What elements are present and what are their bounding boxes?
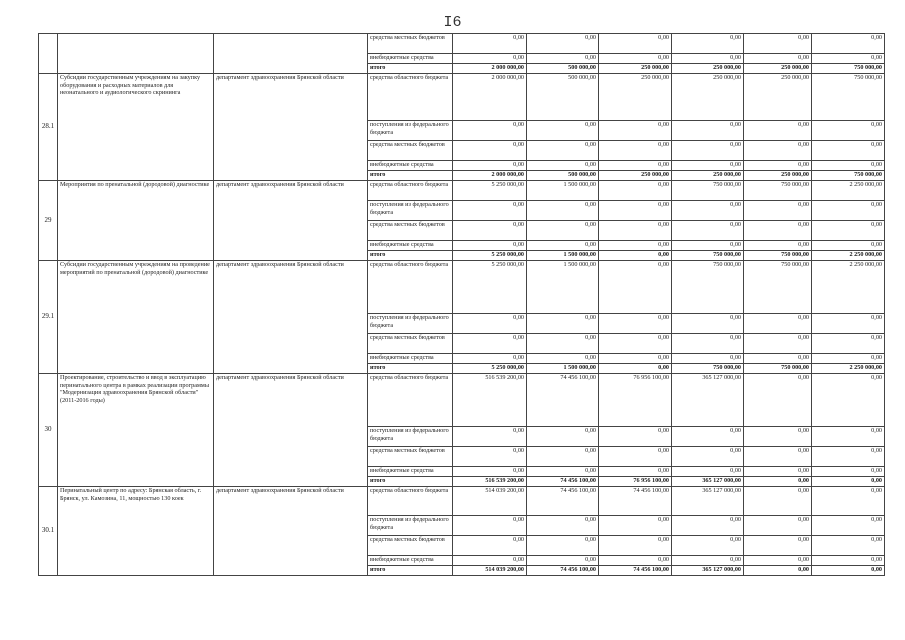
amount-cell: 0,00 (453, 221, 527, 241)
funding-source-cell: средства областного бюджета (368, 374, 453, 427)
amount-cell: 250 000,00 (599, 74, 672, 121)
amount-cell: 250 000,00 (672, 74, 744, 121)
amount-cell: 0,00 (527, 556, 599, 566)
amount-cell: 0,00 (672, 536, 744, 556)
amount-cell: 0,00 (599, 354, 672, 364)
amount-cell: 0,00 (744, 121, 812, 141)
amount-cell: 0,00 (599, 447, 672, 467)
page-number: I6 (443, 14, 462, 31)
amount-cell: 0,00 (744, 241, 812, 251)
funding-source-cell: средства областного бюджета (368, 181, 453, 201)
amount-cell: 0,00 (812, 241, 885, 251)
executor-cell: департамент здравоохранения Брянской области (214, 374, 368, 487)
amount-cell: 0,00 (453, 427, 527, 447)
amount-cell: 0,00 (672, 516, 744, 536)
amount-cell: 0,00 (453, 536, 527, 556)
amount-cell: 0,00 (527, 447, 599, 467)
amount-cell: 514 039 200,00 (453, 566, 527, 576)
amount-cell: 0,00 (812, 427, 885, 447)
amount-cell: 250 000,00 (672, 171, 744, 181)
amount-cell: 0,00 (812, 201, 885, 221)
funding-source-cell: внебюджетные средства (368, 241, 453, 251)
amount-cell: 5 250 000,00 (453, 364, 527, 374)
amount-cell: 0,00 (672, 447, 744, 467)
item-title-cell: Перинатальный центр по адресу: Брянская область, г. Брянск, ул. Камозина, 11, мощностью 130 коек (58, 487, 214, 576)
funding-source-cell: поступления из федерального бюджета (368, 121, 453, 141)
amount-cell: 0,00 (672, 427, 744, 447)
amount-cell: 1 500 000,00 (527, 251, 599, 261)
amount-cell: 750 000,00 (744, 261, 812, 314)
amount-cell: 250 000,00 (744, 64, 812, 74)
amount-cell: 0,00 (599, 251, 672, 261)
executor-cell: департамент здравоохранения Брянской области (214, 181, 368, 261)
amount-cell: 0,00 (744, 447, 812, 467)
amount-cell: 0,00 (527, 427, 599, 447)
funding-source-cell: внебюджетные средства (368, 556, 453, 566)
amount-cell: 750 000,00 (812, 74, 885, 121)
amount-cell: 0,00 (453, 201, 527, 221)
amount-cell: 0,00 (599, 34, 672, 54)
amount-cell: 0,00 (453, 141, 527, 161)
amount-cell: 365 127 000,00 (672, 487, 744, 516)
amount-cell: 0,00 (527, 536, 599, 556)
executor-cell: департамент здравоохранения Брянской области (214, 487, 368, 576)
amount-cell: 0,00 (453, 161, 527, 171)
amount-cell: 0,00 (527, 241, 599, 251)
amount-cell: 0,00 (744, 314, 812, 334)
amount-cell: 1 500 000,00 (527, 181, 599, 201)
amount-cell: 0,00 (672, 556, 744, 566)
amount-cell: 0,00 (744, 201, 812, 221)
funding-source-cell: средства местных бюджетов (368, 221, 453, 241)
amount-cell: 0,00 (812, 54, 885, 64)
amount-cell: 0,00 (453, 556, 527, 566)
item-number-cell: 29 (39, 181, 58, 261)
amount-cell: 0,00 (453, 121, 527, 141)
amount-cell: 0,00 (527, 34, 599, 54)
amount-cell: 750 000,00 (812, 64, 885, 74)
amount-cell: 500 000,00 (527, 64, 599, 74)
item-title-cell: Субсидии государственным учреждениям на закупку оборудования и расходных материалов для неонатального и аудиологического скрининга (58, 74, 214, 181)
funding-source-cell: поступления из федерального бюджета (368, 201, 453, 221)
amount-cell: 0,00 (812, 516, 885, 536)
amount-cell: 0,00 (812, 221, 885, 241)
amount-cell: 0,00 (453, 241, 527, 251)
amount-cell: 0,00 (672, 314, 744, 334)
amount-cell: 0,00 (812, 141, 885, 161)
amount-cell: 0,00 (672, 467, 744, 477)
amount-cell: 0,00 (672, 221, 744, 241)
amount-cell: 0,00 (744, 556, 812, 566)
amount-cell: 0,00 (527, 314, 599, 334)
amount-cell: 0,00 (599, 364, 672, 374)
amount-cell: 0,00 (744, 354, 812, 364)
item-title-cell: Мероприятия по пренатальной (дородовой) диагностике (58, 181, 214, 261)
amount-cell: 0,00 (672, 241, 744, 251)
table-row (39, 261, 885, 314)
amount-cell: 74 456 100,00 (599, 566, 672, 576)
funding-source-cell: средства местных бюджетов (368, 536, 453, 556)
amount-cell: 0,00 (672, 141, 744, 161)
funding-source-cell: средства местных бюджетов (368, 334, 453, 354)
item-title-cell: Субсидии государственным учреждениям на проведение мероприятий по пренатальной (дородовой) диагностике (58, 261, 214, 374)
amount-cell: 0,00 (453, 334, 527, 354)
item-number-cell: 30.1 (39, 487, 58, 576)
amount-cell: 0,00 (812, 314, 885, 334)
amount-cell: 516 539 200,00 (453, 477, 527, 487)
funding-source-cell: итого (368, 477, 453, 487)
amount-cell: 0,00 (599, 181, 672, 201)
amount-cell: 2 250 000,00 (812, 364, 885, 374)
amount-cell: 0,00 (453, 54, 527, 64)
amount-cell: 750 000,00 (672, 251, 744, 261)
amount-cell: 365 127 000,00 (672, 374, 744, 427)
amount-cell: 0,00 (453, 354, 527, 364)
amount-cell: 0,00 (744, 221, 812, 241)
amount-cell: 0,00 (744, 34, 812, 54)
amount-cell: 0,00 (599, 121, 672, 141)
funding-source-cell: поступления из федерального бюджета (368, 516, 453, 536)
amount-cell: 0,00 (599, 241, 672, 251)
funding-source-cell: итого (368, 171, 453, 181)
amount-cell: 74 456 100,00 (599, 487, 672, 516)
amount-cell: 0,00 (812, 354, 885, 364)
amount-cell: 0,00 (453, 314, 527, 334)
amount-cell: 0,00 (812, 374, 885, 427)
amount-cell: 0,00 (744, 536, 812, 556)
amount-cell: 2 250 000,00 (812, 261, 885, 314)
amount-cell: 0,00 (672, 121, 744, 141)
amount-cell: 0,00 (599, 261, 672, 314)
amount-cell: 750 000,00 (812, 171, 885, 181)
amount-cell: 0,00 (599, 54, 672, 64)
amount-cell: 0,00 (453, 447, 527, 467)
amount-cell: 2 250 000,00 (812, 181, 885, 201)
amount-cell: 750 000,00 (744, 181, 812, 201)
table-row (39, 374, 885, 427)
amount-cell: 0,00 (453, 467, 527, 477)
funding-source-cell: внебюджетные средства (368, 161, 453, 171)
amount-cell: 0,00 (599, 427, 672, 447)
amount-cell: 514 039 200,00 (453, 487, 527, 516)
funding-source-cell: итого (368, 64, 453, 74)
amount-cell: 0,00 (527, 121, 599, 141)
funding-source-cell: средства местных бюджетов (368, 34, 453, 54)
funding-source-cell: итого (368, 566, 453, 576)
amount-cell: 74 456 100,00 (527, 374, 599, 427)
amount-cell: 0,00 (744, 487, 812, 516)
amount-cell: 0,00 (812, 121, 885, 141)
amount-cell: 0,00 (527, 201, 599, 221)
amount-cell: 0,00 (744, 54, 812, 64)
amount-cell: 2 000 000,00 (453, 64, 527, 74)
amount-cell: 0,00 (527, 334, 599, 354)
amount-cell: 0,00 (527, 141, 599, 161)
funding-source-cell: поступления из федерального бюджета (368, 314, 453, 334)
amount-cell: 2 000 000,00 (453, 171, 527, 181)
table-row (39, 34, 885, 54)
item-number-cell: 28.1 (39, 74, 58, 181)
amount-cell: 74 456 100,00 (527, 566, 599, 576)
amount-cell: 2 000 000,00 (453, 74, 527, 121)
amount-cell: 0,00 (599, 161, 672, 171)
funding-source-cell: внебюджетные средства (368, 354, 453, 364)
amount-cell: 0,00 (744, 161, 812, 171)
amount-cell: 500 000,00 (527, 74, 599, 121)
amount-cell: 0,00 (527, 54, 599, 64)
table-row (39, 74, 885, 121)
table-row (39, 181, 885, 201)
funding-source-cell: средства областного бюджета (368, 74, 453, 121)
funding-source-cell: средства местных бюджетов (368, 141, 453, 161)
amount-cell: 250 000,00 (744, 74, 812, 121)
amount-cell: 0,00 (599, 334, 672, 354)
amount-cell: 0,00 (812, 566, 885, 576)
table-row (39, 487, 885, 516)
amount-cell: 750 000,00 (672, 261, 744, 314)
amount-cell: 74 456 100,00 (527, 477, 599, 487)
amount-cell: 0,00 (672, 354, 744, 364)
amount-cell: 0,00 (744, 566, 812, 576)
amount-cell: 76 956 100,00 (599, 477, 672, 487)
amount-cell: 74 456 100,00 (527, 487, 599, 516)
amount-cell: 0,00 (812, 556, 885, 566)
amount-cell: 0,00 (744, 427, 812, 447)
amount-cell: 0,00 (599, 467, 672, 477)
amount-cell: 750 000,00 (744, 251, 812, 261)
amount-cell: 1 500 000,00 (527, 364, 599, 374)
amount-cell: 5 250 000,00 (453, 181, 527, 201)
funding-source-cell: итого (368, 251, 453, 261)
funding-source-cell: средства областного бюджета (368, 261, 453, 314)
amount-cell: 0,00 (599, 536, 672, 556)
amount-cell: 0,00 (599, 141, 672, 161)
amount-cell: 250 000,00 (599, 64, 672, 74)
amount-cell: 0,00 (527, 221, 599, 241)
amount-cell: 0,00 (812, 334, 885, 354)
item-title-cell (58, 34, 214, 74)
item-title-cell: Проектирование, строительство и ввод в эксплуатацию перинатального центра в рамках реализации программы "Модернизация здравоохранения Брянской области" (2011-2016 годы) (58, 374, 214, 487)
amount-cell: 0,00 (672, 54, 744, 64)
amount-cell: 0,00 (812, 34, 885, 54)
amount-cell: 750 000,00 (744, 364, 812, 374)
amount-cell: 0,00 (599, 556, 672, 566)
amount-cell: 0,00 (527, 161, 599, 171)
amount-cell: 5 250 000,00 (453, 251, 527, 261)
budget-table (38, 33, 885, 576)
amount-cell: 0,00 (744, 334, 812, 354)
funding-source-cell: средства местных бюджетов (368, 447, 453, 467)
amount-cell: 0,00 (672, 334, 744, 354)
amount-cell: 0,00 (527, 354, 599, 364)
amount-cell: 0,00 (599, 516, 672, 536)
amount-cell: 76 956 100,00 (599, 374, 672, 427)
amount-cell: 0,00 (812, 161, 885, 171)
amount-cell: 0,00 (672, 201, 744, 221)
amount-cell: 0,00 (812, 487, 885, 516)
amount-cell: 0,00 (744, 477, 812, 487)
item-number-cell (39, 34, 58, 74)
executor-cell (214, 34, 368, 74)
item-number-cell: 29.1 (39, 261, 58, 374)
amount-cell: 0,00 (453, 516, 527, 536)
amount-cell: 0,00 (812, 536, 885, 556)
amount-cell: 0,00 (744, 467, 812, 477)
funding-source-cell: поступления из федерального бюджета (368, 427, 453, 447)
amount-cell: 0,00 (672, 161, 744, 171)
amount-cell: 0,00 (527, 467, 599, 477)
amount-cell: 365 127 000,00 (672, 566, 744, 576)
amount-cell: 0,00 (527, 516, 599, 536)
amount-cell: 0,00 (744, 374, 812, 427)
amount-cell: 1 500 000,00 (527, 261, 599, 314)
amount-cell: 250 000,00 (672, 64, 744, 74)
amount-cell: 0,00 (744, 516, 812, 536)
funding-source-cell: внебюджетные средства (368, 54, 453, 64)
amount-cell: 250 000,00 (599, 171, 672, 181)
amount-cell: 0,00 (812, 447, 885, 467)
amount-cell: 0,00 (672, 34, 744, 54)
amount-cell: 250 000,00 (744, 171, 812, 181)
item-number-cell: 30 (39, 374, 58, 487)
funding-source-cell: внебюджетные средства (368, 467, 453, 477)
amount-cell: 516 539 200,00 (453, 374, 527, 427)
amount-cell: 365 127 000,00 (672, 477, 744, 487)
amount-cell: 5 250 000,00 (453, 261, 527, 314)
amount-cell: 500 000,00 (527, 171, 599, 181)
executor-cell: департамент здравоохранения Брянской области (214, 74, 368, 181)
amount-cell: 0,00 (812, 467, 885, 477)
amount-cell: 0,00 (744, 141, 812, 161)
executor-cell: департамент здравоохранения Брянской области (214, 261, 368, 374)
amount-cell: 750 000,00 (672, 181, 744, 201)
amount-cell: 2 250 000,00 (812, 251, 885, 261)
amount-cell: 0,00 (812, 477, 885, 487)
amount-cell: 750 000,00 (672, 364, 744, 374)
funding-source-cell: итого (368, 364, 453, 374)
amount-cell: 0,00 (599, 314, 672, 334)
funding-source-cell: средства областного бюджета (368, 487, 453, 516)
amount-cell: 0,00 (599, 221, 672, 241)
amount-cell: 0,00 (599, 201, 672, 221)
amount-cell: 0,00 (453, 34, 527, 54)
